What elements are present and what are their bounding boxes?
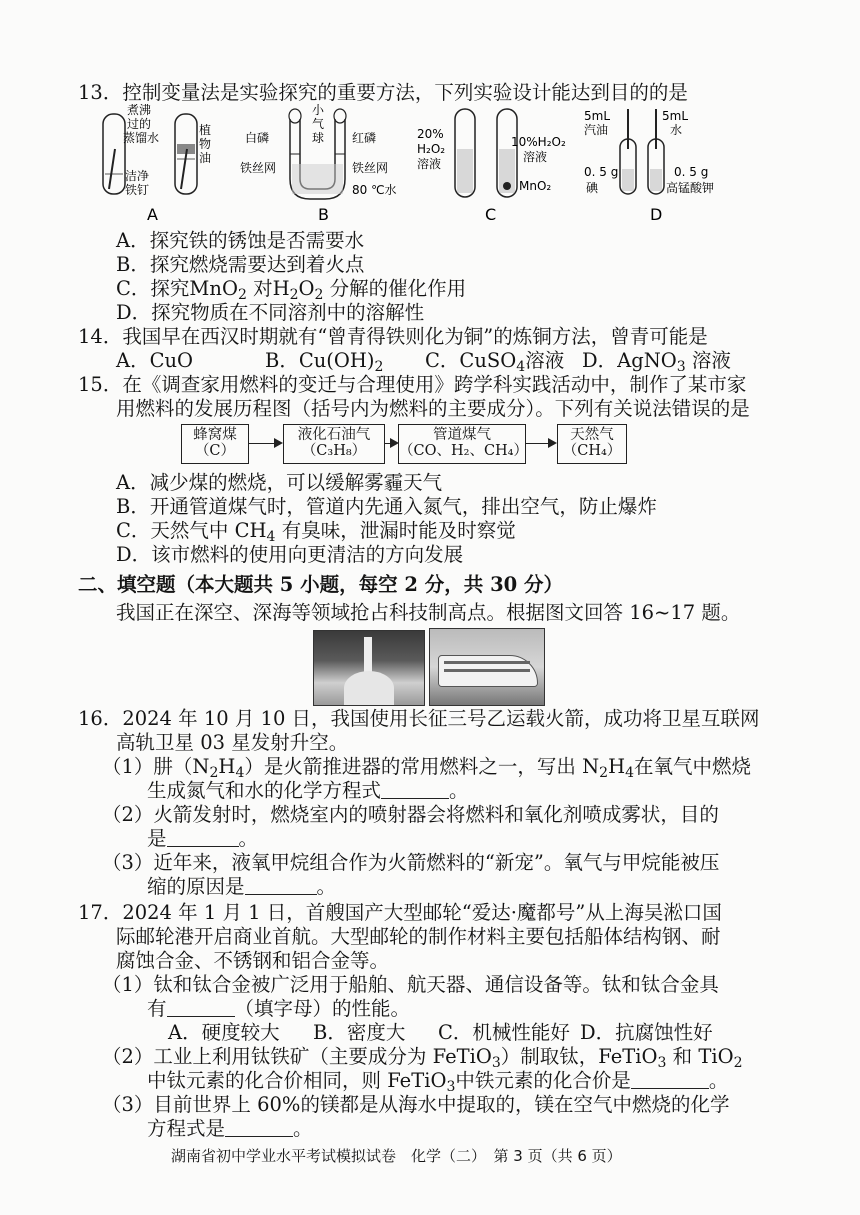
q13a-text: 物	[199, 137, 212, 151]
q15-option-c-text: C．天然气中 CH	[116, 519, 267, 542]
q13b-text: 球	[312, 131, 325, 145]
q13b-text: 铁丝网	[240, 161, 277, 175]
q13a-text: 洁净	[125, 169, 150, 183]
q14-option-c-text: 溶液	[525, 349, 565, 372]
fuel-name: 管道煤气	[433, 427, 491, 443]
page-footer: 湖南省初中学业水平考试模拟试卷 化学（二） 第 3 页（共 6 页）	[171, 1147, 622, 1165]
q16-stem-line1: 16．2024 年 10 月 10 日，我国使用长征三号乙运载火箭，成功将卫星互联网	[78, 707, 760, 730]
q16-part1-text: 。	[449, 779, 469, 802]
q13d-text: 水	[670, 123, 683, 137]
cruise-ship-image	[429, 628, 545, 706]
q17-option-c: C．机械性能好	[438, 1021, 570, 1044]
q13d-text: 5mL	[662, 109, 689, 123]
q13-option-c-text: O	[298, 277, 315, 300]
q17-option-a: A．硬度较大	[168, 1021, 280, 1044]
q13d-text: 碘	[586, 181, 599, 195]
q13a-text: 油	[199, 151, 212, 165]
q16-part1-line2	[147, 778, 469, 804]
q13b-text: 80 ℃水	[352, 183, 397, 197]
q17-part2-text: ）制取钛，FeTiO	[500, 1045, 658, 1068]
q17-option-b: B．密度大	[313, 1021, 406, 1044]
q15-option-b: B．开通管道煤气时，管道内先通入氮气，排出空气，防止爆炸	[116, 495, 657, 518]
q16-part3-line1: （3）近年来，液氧甲烷组合作为火箭燃料的“新宠”。氧气与甲烷能被压	[102, 851, 720, 874]
fuel-name: 蜂窝煤	[193, 427, 237, 443]
fuel-name: 天然气	[570, 427, 614, 443]
q16-stem-line2: 高轨卫星 03 星发射升空。	[116, 731, 349, 754]
q16-part2-line2	[147, 826, 258, 852]
q16-part1-text: H	[218, 755, 236, 778]
q13c-label: C	[485, 205, 497, 224]
q17-stem-line1: 17．2024 年 1 月 1 日，首艘国产大型邮轮“爱达·魔都号”从上海吴淞口国	[78, 901, 722, 924]
answer-blank[interactable]	[167, 828, 239, 847]
arrow-icon	[249, 443, 281, 444]
q13a-text: 煮沸	[127, 104, 152, 117]
q14-option-c: C．CuSO$_4$溶液	[425, 349, 565, 375]
q17-part1-line1: （1）钛和钛合金被广泛用于船舶、航天器、通信设备等。钛和钛合金具	[102, 973, 719, 996]
answer-blank[interactable]	[245, 876, 317, 895]
q14-option-b-text: B．Cu(OH)	[265, 349, 375, 372]
arrow-icon	[385, 443, 397, 444]
q13-option-d: D．探究物质在不同溶剂中的溶解性	[116, 301, 425, 324]
q14-option-c-text: C．CuSO	[425, 349, 517, 372]
q17-part3-text: 。	[293, 1117, 313, 1140]
q13-figure-d	[582, 104, 747, 224]
q17-part2-line1: （2）工业上利用钛铁矿（主要成分为 FeTiO$_3$）制取钛，FeTiO$_3$ 和 TiO$_2$	[102, 1045, 743, 1071]
q13-option-a: A．探究铁的锈蚀是否需要水	[116, 229, 365, 252]
q14-option-d-text: 溶液	[691, 349, 731, 372]
q14-option-d: D．AgNO$_3$ 溶液	[582, 349, 731, 375]
fuel-box-lpg	[283, 424, 385, 464]
q16-part2-text: 是	[147, 827, 167, 850]
answer-blank[interactable]	[631, 1070, 709, 1089]
q17-part1-text: （填字母）的性能。	[234, 997, 411, 1020]
q13c-text: 10%H₂O₂	[511, 135, 566, 149]
q13a-text: 铁钉	[125, 183, 150, 197]
q13a-text: 蒸馏水	[123, 131, 160, 145]
q14-option-b: B．$Cu(OH)_2$	[265, 349, 384, 375]
q13a-label: A	[147, 205, 158, 224]
q15-option-d: D．该市燃料的使用向更清洁的方向发展	[116, 543, 464, 566]
q13c-text: 溶液	[417, 157, 442, 171]
q14-option-d-text: D．AgNO	[582, 349, 677, 372]
fuel-composition: （CO、H₂、CH₄）	[399, 443, 528, 459]
q17-stem-line3: 腐蚀合金、不锈钢和铝合金等。	[116, 949, 390, 972]
q13-figure-b	[240, 104, 415, 224]
q17-option-d: D．抗腐蚀性好	[580, 1021, 713, 1044]
q13c-text: MnO₂	[519, 179, 552, 193]
q15-option-c-text: 有臭味，泄漏时能及时察觉	[281, 519, 516, 542]
q16-part1-text: ）是火箭推进器的常用燃料之一，写出 N	[244, 755, 600, 778]
q13d-text: 5mL	[584, 109, 611, 123]
q13b-label: B	[318, 205, 329, 224]
q16-part1-text: 生成氮气和水的化学方程式	[147, 779, 382, 802]
q16-part2-line1: （2）火箭发射时，燃烧室内的喷射器会将燃料和氧化剂喷成雾状，目的	[102, 803, 719, 826]
q16-part1-text: 在氧气中燃烧	[634, 755, 752, 778]
q17-part1-line2	[147, 996, 410, 1022]
q15-stem-line1: 15．在《调查家用燃料的变迁与合理使用》跨学科实践活动中，制作了某市家	[78, 373, 747, 396]
rocket-launch-image	[313, 630, 425, 706]
q13b-text: 铁丝网	[352, 161, 389, 175]
answer-blank[interactable]	[225, 1118, 293, 1137]
fuel-composition: （C）	[194, 443, 236, 459]
q17-stem-line2: 际邮轮港开启商业首航。大型邮轮的制作材料主要包括船体结构钢、耐	[116, 925, 721, 948]
q17-part2-text: 中铁元素的化合价是	[455, 1069, 631, 1092]
q13d-label: D	[650, 205, 663, 224]
q13-option-c-text: 分解的催化作用	[329, 277, 467, 300]
q13d-text: 0. 5 g	[584, 165, 619, 179]
q13b-text: 小	[312, 104, 325, 117]
answer-blank[interactable]	[167, 998, 235, 1017]
fuel-box-coal	[181, 424, 249, 464]
q17-part2-text: （2）工业上利用钛铁矿（主要成分为 FeTiO	[102, 1045, 492, 1068]
q13-figure-a	[95, 104, 215, 224]
q17-part2-line2: 中钛元素的化合价相同，则 FeTiO$_3$中铁元素的化合价是 。	[147, 1069, 729, 1095]
fuel-composition: （CH₄）	[562, 443, 622, 459]
q16-part1-text: （1）肼（N	[102, 755, 210, 778]
q13-figure-c	[415, 104, 580, 224]
q13-stem: 13．控制变量法是实验探究的重要方法，下列实验设计能达到目的的是	[78, 81, 688, 104]
q13-option-b: B．探究燃烧需要达到着火点	[116, 253, 365, 276]
q13-option-c: C．探究MnO$_2$ 对$H_2O_2$ 分解的催化作用	[116, 277, 467, 303]
section-title: 二、填空题（本大题共 5 小题，每空 2 分，共 30 分）	[78, 573, 564, 596]
q13b-text: 气	[312, 117, 325, 131]
q17-part2-text: 中钛元素的化合价相同，则 FeTiO	[147, 1069, 447, 1092]
q16-part3-line2	[147, 874, 336, 900]
q13c-text: 20%	[417, 127, 444, 141]
fuel-composition: （C₃H₈）	[301, 443, 367, 459]
q13a-text: 植	[199, 123, 212, 137]
q16-part3-text: 缩的原因是	[147, 875, 245, 898]
q14-stem: 14．我国早在西汉时期就有“曾青得铁则化为铜”的炼铜方法，曾青可能是	[78, 325, 708, 348]
q16-part3-text: 。	[316, 875, 337, 898]
section-intro: 我国正在深空、深海等领域抢占科技制高点。根据图文回答 16~17 题。	[116, 601, 741, 624]
q14-option-a: A．CuO	[116, 349, 194, 372]
q16-part1-text: H	[608, 755, 626, 778]
fuel-name: 液化石油气	[297, 427, 371, 443]
q13a-text: 过的	[127, 117, 152, 131]
q13c-text: 溶液	[523, 150, 548, 164]
fuel-box-pipe-gas	[398, 424, 526, 464]
q13-option-c-text: 对H	[253, 277, 290, 300]
q13-option-c-text: C．探究MnO	[116, 277, 238, 300]
q17-part1-text: 有	[147, 997, 167, 1020]
q13d-text: 高锰酸钾	[666, 181, 715, 195]
q13d-text: 0. 5 g	[674, 165, 709, 179]
q13c-text: H₂O₂	[417, 142, 446, 156]
q13b-text: 红磷	[352, 131, 377, 145]
q15-option-c: C．天然气中 $CH_4$ 有臭味，泄漏时能及时察觉	[116, 519, 516, 545]
q17-part2-text: 。	[708, 1069, 729, 1092]
q15-stem-line2: 用燃料的发展历程图（括号内为燃料的主要成分）。下列有关说法错误的是	[116, 397, 750, 420]
answer-blank[interactable]	[381, 780, 449, 799]
arrow-icon	[526, 443, 555, 444]
q17-part3-line2	[147, 1116, 313, 1142]
q17-part2-text: 和 TiO	[672, 1045, 734, 1068]
q17-part3-text: 方程式是	[147, 1117, 226, 1140]
q15-option-a: A．减少煤的燃烧，可以缓解雾霾天气	[116, 471, 443, 494]
q13b-text: 白磷	[245, 131, 270, 145]
q17-part3-line1: （3）目前世界上 60%的镁都是从海水中提取的，镁在空气中燃烧的化学	[102, 1093, 730, 1116]
fuel-box-natural-gas	[557, 424, 627, 464]
q16-part1-line1: （1）肼$(N_2H_4)$是火箭推进器的常用燃料之一，写出 $N_2H_4$在氧气中燃烧	[102, 755, 752, 781]
q13d-text: 汽油	[584, 123, 609, 137]
q16-part2-text: 。	[238, 827, 259, 850]
